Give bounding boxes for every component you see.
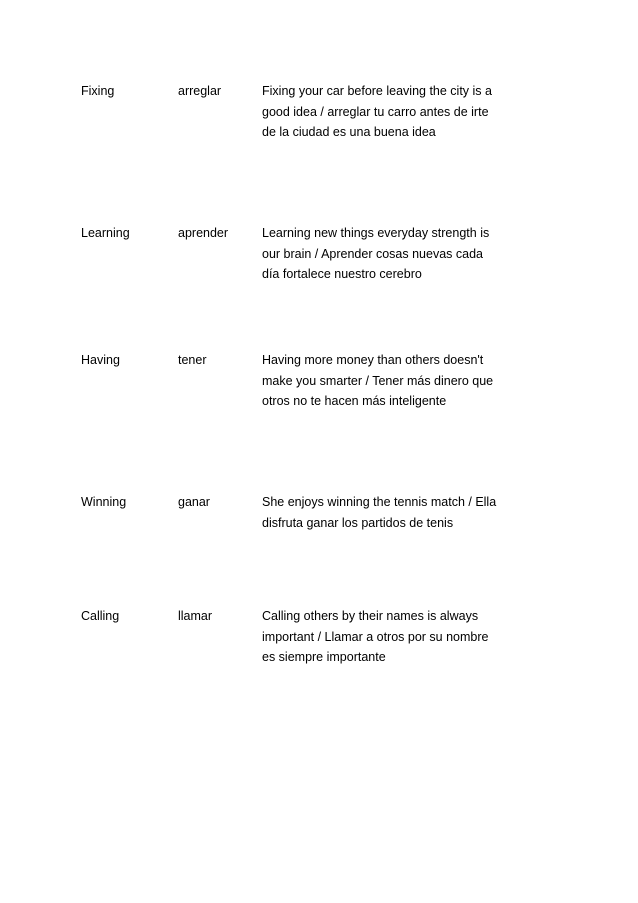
example-line: día fortalece nuestro cerebro	[262, 267, 422, 281]
example-sentence	[262, 492, 517, 533]
spanish-word: llamar	[178, 609, 213, 623]
example-line: good idea / arreglar tu carro antes de irte	[262, 104, 489, 119]
english-word: Having	[81, 353, 120, 367]
example-line: de la ciudad es una buena idea	[262, 125, 436, 139]
english-word: Fixing	[81, 84, 115, 98]
example-line: otros no te hacen más inteligente	[262, 394, 447, 408]
spanish-word: tener	[178, 353, 207, 367]
example-line: make you smarter / Tener más dinero que	[262, 373, 494, 388]
english-word: Winning	[81, 495, 127, 509]
example-line: es siempre importante	[262, 650, 386, 664]
spanish-word: arreglar	[178, 84, 222, 98]
example-line: Calling others by their names is always	[262, 609, 479, 623]
example-line: She enjoys winning the tennis match / Ella	[262, 495, 497, 509]
spanish-word: ganar	[178, 495, 210, 509]
example-sentence	[262, 350, 517, 412]
example-sentence	[262, 81, 517, 143]
example-line: important / Llamar a otros por su nombre	[262, 629, 489, 644]
example-line: disfruta ganar los partidos de tenis	[262, 515, 454, 530]
example-line: Having more money than others doesn't	[262, 353, 484, 367]
example-sentence	[262, 606, 517, 668]
example-line: Learning new things everyday strength is	[262, 226, 490, 240]
english-word: Calling	[81, 609, 120, 623]
example-line: Fixing your car before leaving the city is a	[262, 84, 492, 98]
english-word: Learning	[81, 226, 130, 240]
example-line: our brain / Aprender cosas nuevas cada	[262, 246, 483, 261]
example-sentence	[262, 223, 517, 285]
spanish-word: aprender	[178, 226, 229, 240]
